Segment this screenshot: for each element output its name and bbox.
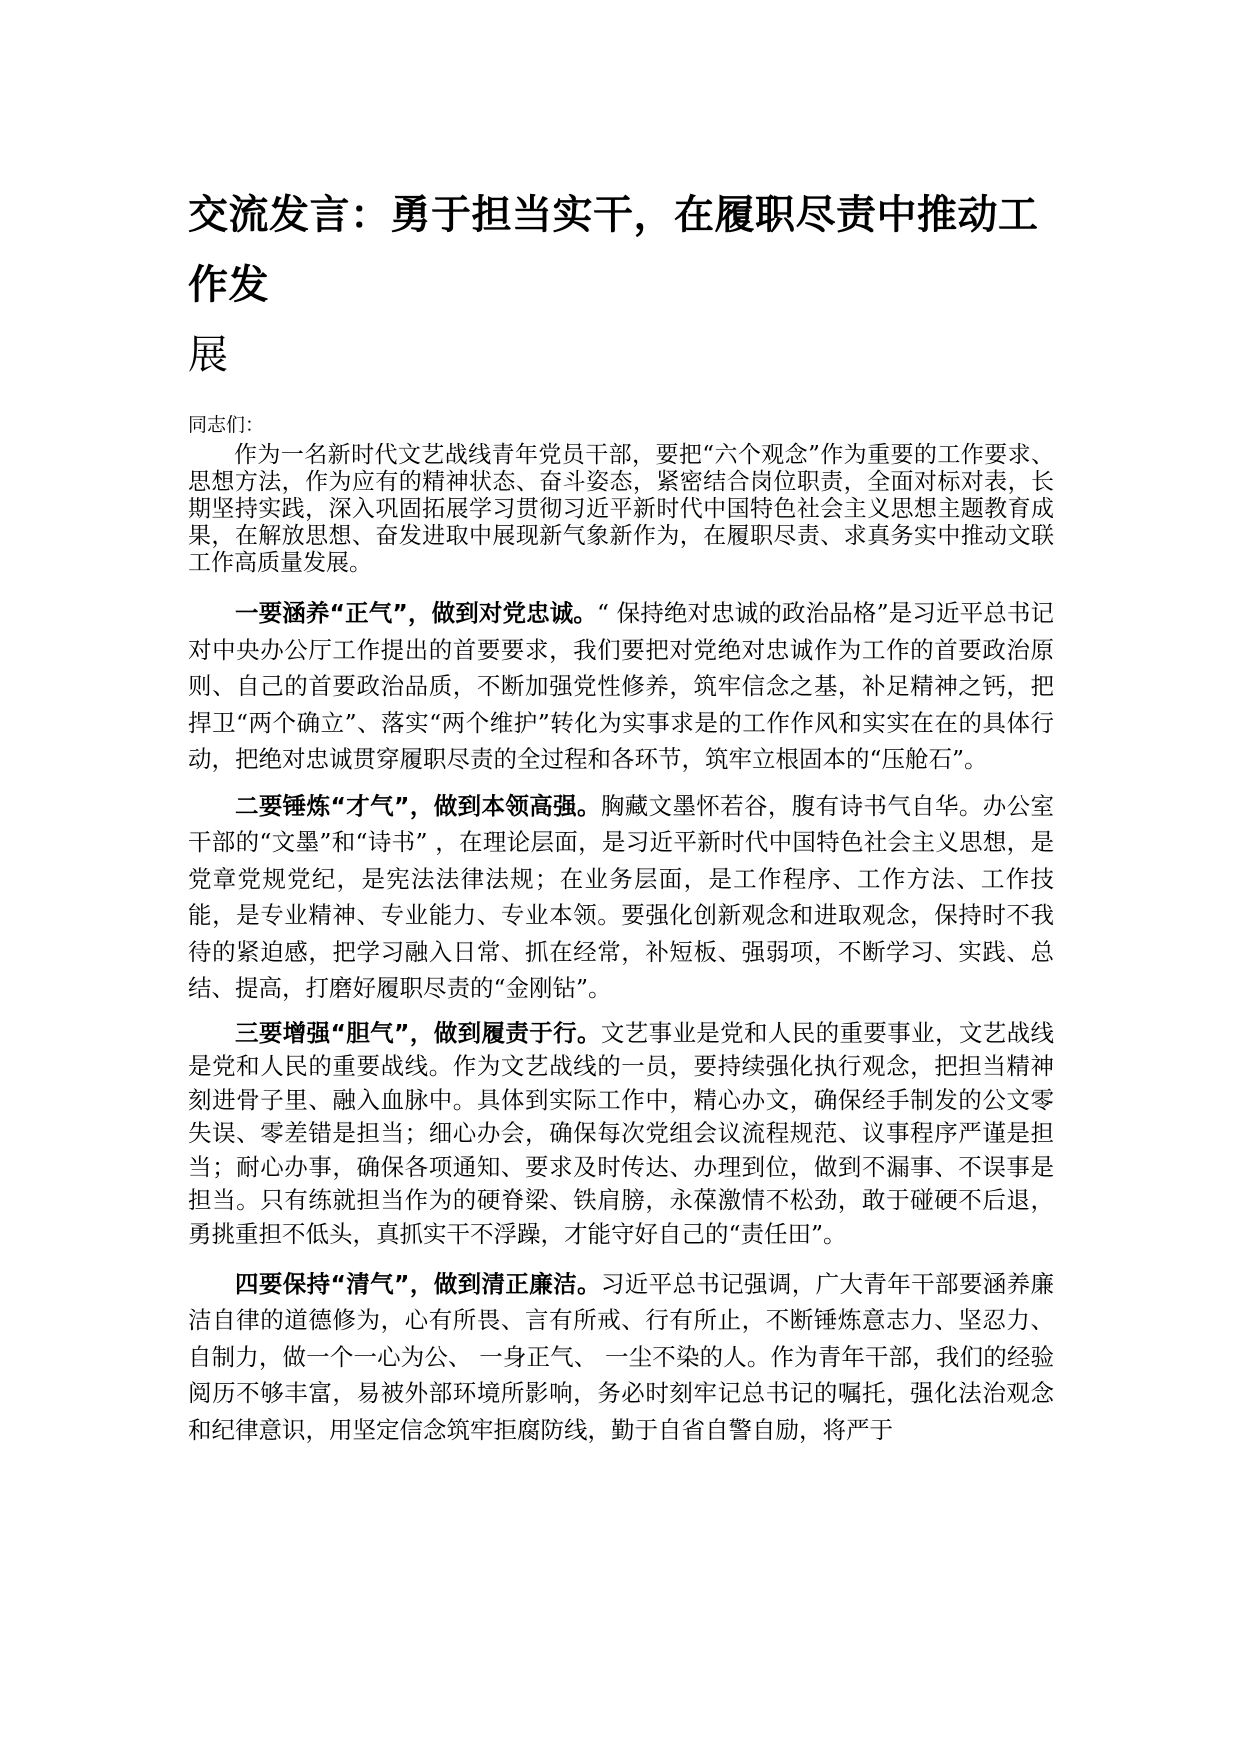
section-paragraph-3	[188, 1017, 1054, 1252]
section-lead-3: 三要增强“胆气”，做到履责于行。	[235, 1018, 601, 1047]
section-paragraph-4	[188, 1266, 1054, 1449]
section-lead-2: 二要锤炼“才气”，做到本领高强。	[235, 791, 601, 820]
intro-paragraph: 作为一名新时代文艺战线青年党员干部，要把“六个观念”作为重要的工作要求、思想方法，作为应有的精神状态、奋斗姿态，紧密结合岗位职责，全面对标对表，长期坚持实践，深入巩固拓展学习贯彻习近平新时代中国特色社会主义思想主题教育成果，在解放思想、奋发进取中展现新气象新作为，在履职尽责、求真务实中推动文联工作高质量发展。	[188, 442, 1054, 576]
section-paragraph-1	[188, 595, 1054, 778]
salutation: 同志们：	[188, 414, 265, 436]
section-text-3: 文艺事业是党和人民的重要事业，文艺战线是党和人民的重要战线。作为文艺战线的一员，要持续强化执行观念，把担当精神刻进骨子里、融入血脉中。具体到实际工作中，精心办文，确保经手制发的公文零失误、零差错是担当；细心办会，确保每次党组会议流程规范、议事程序严谨是担当；耐心办事，确保各项通知、要求及时传达、办理到位，做到不漏事、不误事是担当。只有练就担当作为的硬脊梁、铁肩膀，永葆激情不松劲，敢于碰硬不后退，勇挑重担不低头，真抓实干不浮躁，才能守好自己的“责任田”。	[188, 1018, 1055, 1249]
title-line-1: 交流发言：勇于担当实干，在履职尽责中推动工作发	[188, 192, 1039, 308]
section-lead-4: 四要保持“清气”，做到清正廉洁。	[235, 1269, 601, 1298]
document-body	[188, 180, 1054, 1448]
section-lead-1: 一要涵养“正气”，做到对党忠诚。	[235, 599, 597, 627]
document-title	[188, 180, 1054, 390]
title-line-2: 展	[188, 332, 229, 378]
section-text-1: “ 保持绝对忠诚的政治品格”是习近平总书记对中央办公厅工作提出的首要要求，我们要把对党绝对忠诚作为工作的首要政治原则、自己的首要政治品质，不断加强党性修养，筑牢信念之基，补足精神之钙，把捍卫“两个确立”、落实“两个维护”转化为实事求是的工作作风和实实在在的具体行动，把绝对忠诚贯穿履职尽责的全过程和各环节，筑牢立根固本的“压舱石”。	[188, 599, 1054, 773]
section-text-2: 胸藏文墨怀若谷，腹有诗书气自华。办公室干部的“文墨”和“诗书” ，在理论层面，是习近平新时代中国特色社会主义思想，是党章党规党纪，是宪法法律法规；在业务层面，是工作程序、工作方法、工作技能，是专业精神、专业能力、专业本领。要强化创新观念和进取观念，保持时不我待的紧迫感，把学习融入日常、抓在经常，补短板、强弱项，不断学习、实践、总结、提高，打磨好履职尽责的“金刚钻”。	[188, 791, 1055, 1002]
section-paragraph-2	[188, 788, 1054, 1007]
section-text-4: 习近平总书记强调，广大青年干部要涵养廉洁自律的道德修为，心有所畏、言有所戒、行有所止，不断锤炼意志力、坚忍力、自制力，做一个一心为公、 一身正气、 一尘不染的人。作为青年干部，我们的经验阅历不够丰富，易被外部环境所影响，务必时刻牢记总书记的嘱托，强化法治观念和纪律意识，用坚定信念筑牢拒腐防线，勤于自省自警自励，将严于	[188, 1269, 1055, 1444]
